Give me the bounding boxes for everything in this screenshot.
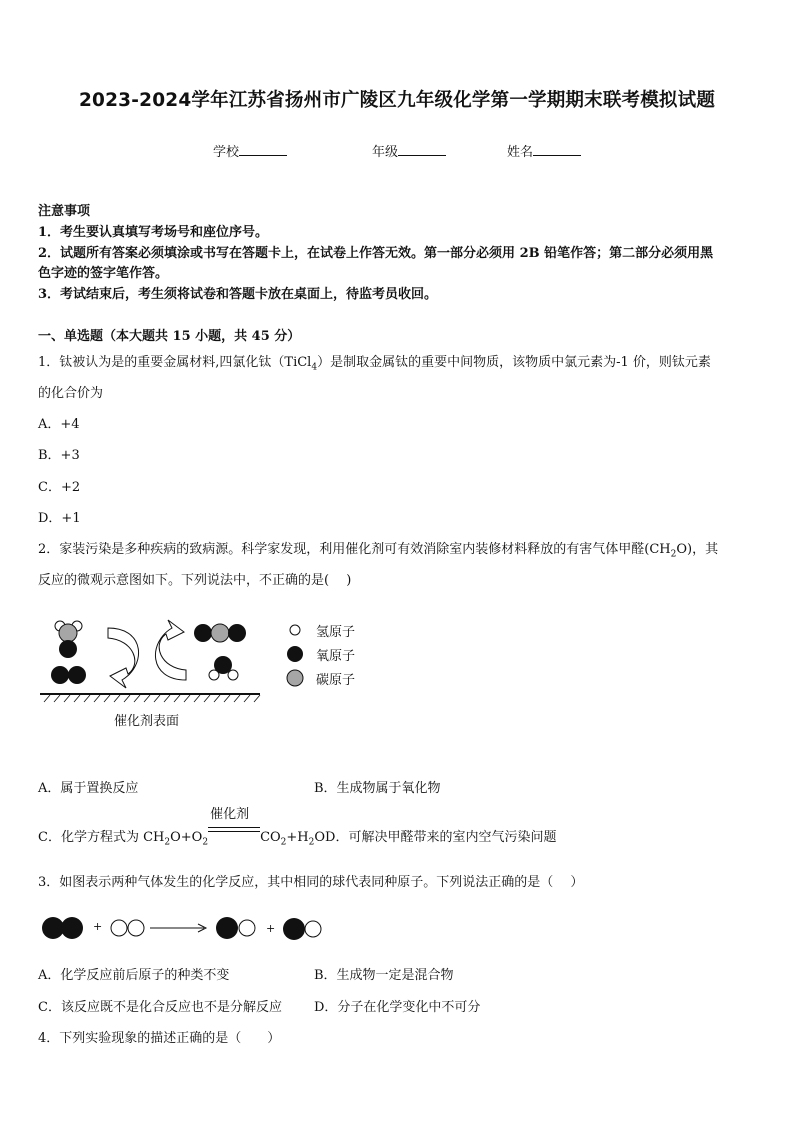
double-line	[208, 827, 260, 832]
q1-option-b[interactable]: B．+3	[38, 448, 80, 463]
hydrogen-atom-symbol	[290, 625, 300, 635]
product-molecule-2	[283, 918, 321, 940]
q2-stem	[38, 541, 718, 564]
q2-c-mid: O+O	[170, 830, 203, 845]
q1-option-d[interactable]: D．+1	[38, 511, 81, 526]
product-molecule-1	[216, 917, 255, 939]
q1-text-b: ）是制取金属钛的重要中间物质，该物质中氯元素为-1 价，则钛元素	[317, 355, 711, 370]
legend-carbon: 碳原子	[316, 673, 356, 688]
q1-stem	[38, 354, 711, 377]
grade-field	[372, 141, 446, 160]
carbon-dioxide-molecule	[194, 624, 246, 642]
q2-c-prefix: C．化学方程式为 CH	[38, 830, 165, 845]
q2-c-sub: 2	[308, 837, 315, 848]
name-label: 姓名	[507, 145, 534, 160]
legend-symbols	[286, 622, 306, 688]
q3-option-a[interactable]: A．化学反应前后原子的种类不变	[38, 968, 230, 983]
q3-reaction-diagram	[40, 914, 330, 944]
catalyst-label: 催化剂	[210, 807, 250, 822]
q2-c-o: O	[314, 830, 326, 845]
q1-option-a[interactable]: A．+4	[38, 417, 80, 432]
q2-c-sub: 2	[202, 837, 209, 848]
name-blank	[533, 143, 581, 156]
oxygen-atom-symbol	[287, 646, 303, 662]
q1-sub: 4	[311, 362, 318, 373]
catalyst-equals-sign	[208, 807, 260, 841]
q3-option-c[interactable]: C．该反应既不是化合反应也不是分解反应	[38, 1000, 282, 1015]
q2-reaction-diagram	[38, 614, 278, 706]
grade-label: 年级	[372, 145, 399, 160]
water-molecule	[209, 656, 238, 680]
q2-stem-cont: 反应的微观示意图如下。下列说法中，不正确的是( )	[38, 573, 352, 588]
q1-text-a: 1．钛被认为是的重要金属材料,四氯化钛（TiCl	[38, 355, 312, 370]
name-field	[507, 141, 581, 160]
q3-option-b[interactable]: B．生成物一定是混合物	[314, 968, 454, 983]
plus-sign-2: +	[266, 922, 276, 935]
curved-arrow-down	[108, 628, 139, 688]
q2-c-sub: 2	[164, 837, 171, 848]
q4-stem: 4．下列实验现象的描述正确的是（ ）	[38, 1031, 281, 1046]
q3-option-d[interactable]: D．分子在化学变化中不可分	[314, 1000, 481, 1015]
q2-option-c-and-d	[38, 807, 557, 852]
curved-arrow-up	[155, 620, 186, 680]
school-field	[213, 141, 287, 160]
q2-sub: 2	[670, 549, 677, 560]
legend-hydrogen: 氢原子	[316, 625, 356, 640]
q2-c-h: +H	[286, 830, 309, 845]
q1-stem-cont: 的化合价为	[38, 386, 104, 401]
reactant-molecule-white	[111, 920, 144, 936]
catalyst-surface-caption: 催化剂表面	[114, 714, 180, 729]
q2-text-a: 2．家装污染是多种疾病的致病源。科学家发现，利用催化剂可有效消除室内装修材料释放的有害气体甲醛(CH	[38, 542, 671, 557]
oxygen-molecule	[51, 666, 86, 684]
q2-c-right: CO	[260, 830, 281, 845]
grade-blank	[398, 143, 446, 156]
exam-title: 2023-2024学年江苏省扬州市广陵区九年级化学第一学期期末联考模拟试题	[78, 90, 716, 111]
surface-hatching	[44, 695, 260, 702]
plus-sign-1: +	[93, 920, 103, 933]
reactant-molecule-black	[42, 917, 83, 939]
notice-item-2-cont: 色字迹的签字笔作答。	[38, 266, 169, 281]
q2-c-sub: 2	[280, 837, 287, 848]
notice-heading: 注意事项	[38, 204, 91, 219]
formaldehyde-molecule	[55, 621, 82, 658]
section-heading: 一、单选题（本大题共 15 小题，共 45 分）	[38, 329, 301, 344]
q1-option-c[interactable]: C．+2	[38, 480, 81, 495]
q2-text-b: O)，其	[676, 542, 719, 557]
carbon-atom-symbol	[287, 670, 303, 686]
legend-oxygen: 氧原子	[316, 649, 356, 664]
q3-stem: 3．如图表示两种气体发生的化学反应，其中相同的球代表同种原子。下列说法正确的是（ ）	[38, 875, 584, 890]
notice-item-3: 3．考试结束后，考生须将试卷和答题卡放在桌面上，待监考员收回。	[38, 287, 438, 302]
school-blank	[239, 143, 287, 156]
q2-option-d[interactable]: D．可解决甲醛带来的室内空气污染问题	[325, 830, 557, 845]
q2-option-a[interactable]: A．属于置换反应	[38, 781, 139, 796]
q2-option-c[interactable]	[38, 807, 326, 848]
school-label: 学校	[213, 145, 240, 160]
notice-item-2: 2．试题所有答案必须填涂或书写在答题卡上，在试卷上作答无效。第一部分必须用 2B 铅笔作答；第二部分必须用黑	[38, 246, 714, 261]
q2-option-b[interactable]: B．生成物属于氧化物	[314, 781, 441, 796]
notice-item-1: 1．考生要认真填写考场号和座位序号。	[38, 225, 269, 240]
